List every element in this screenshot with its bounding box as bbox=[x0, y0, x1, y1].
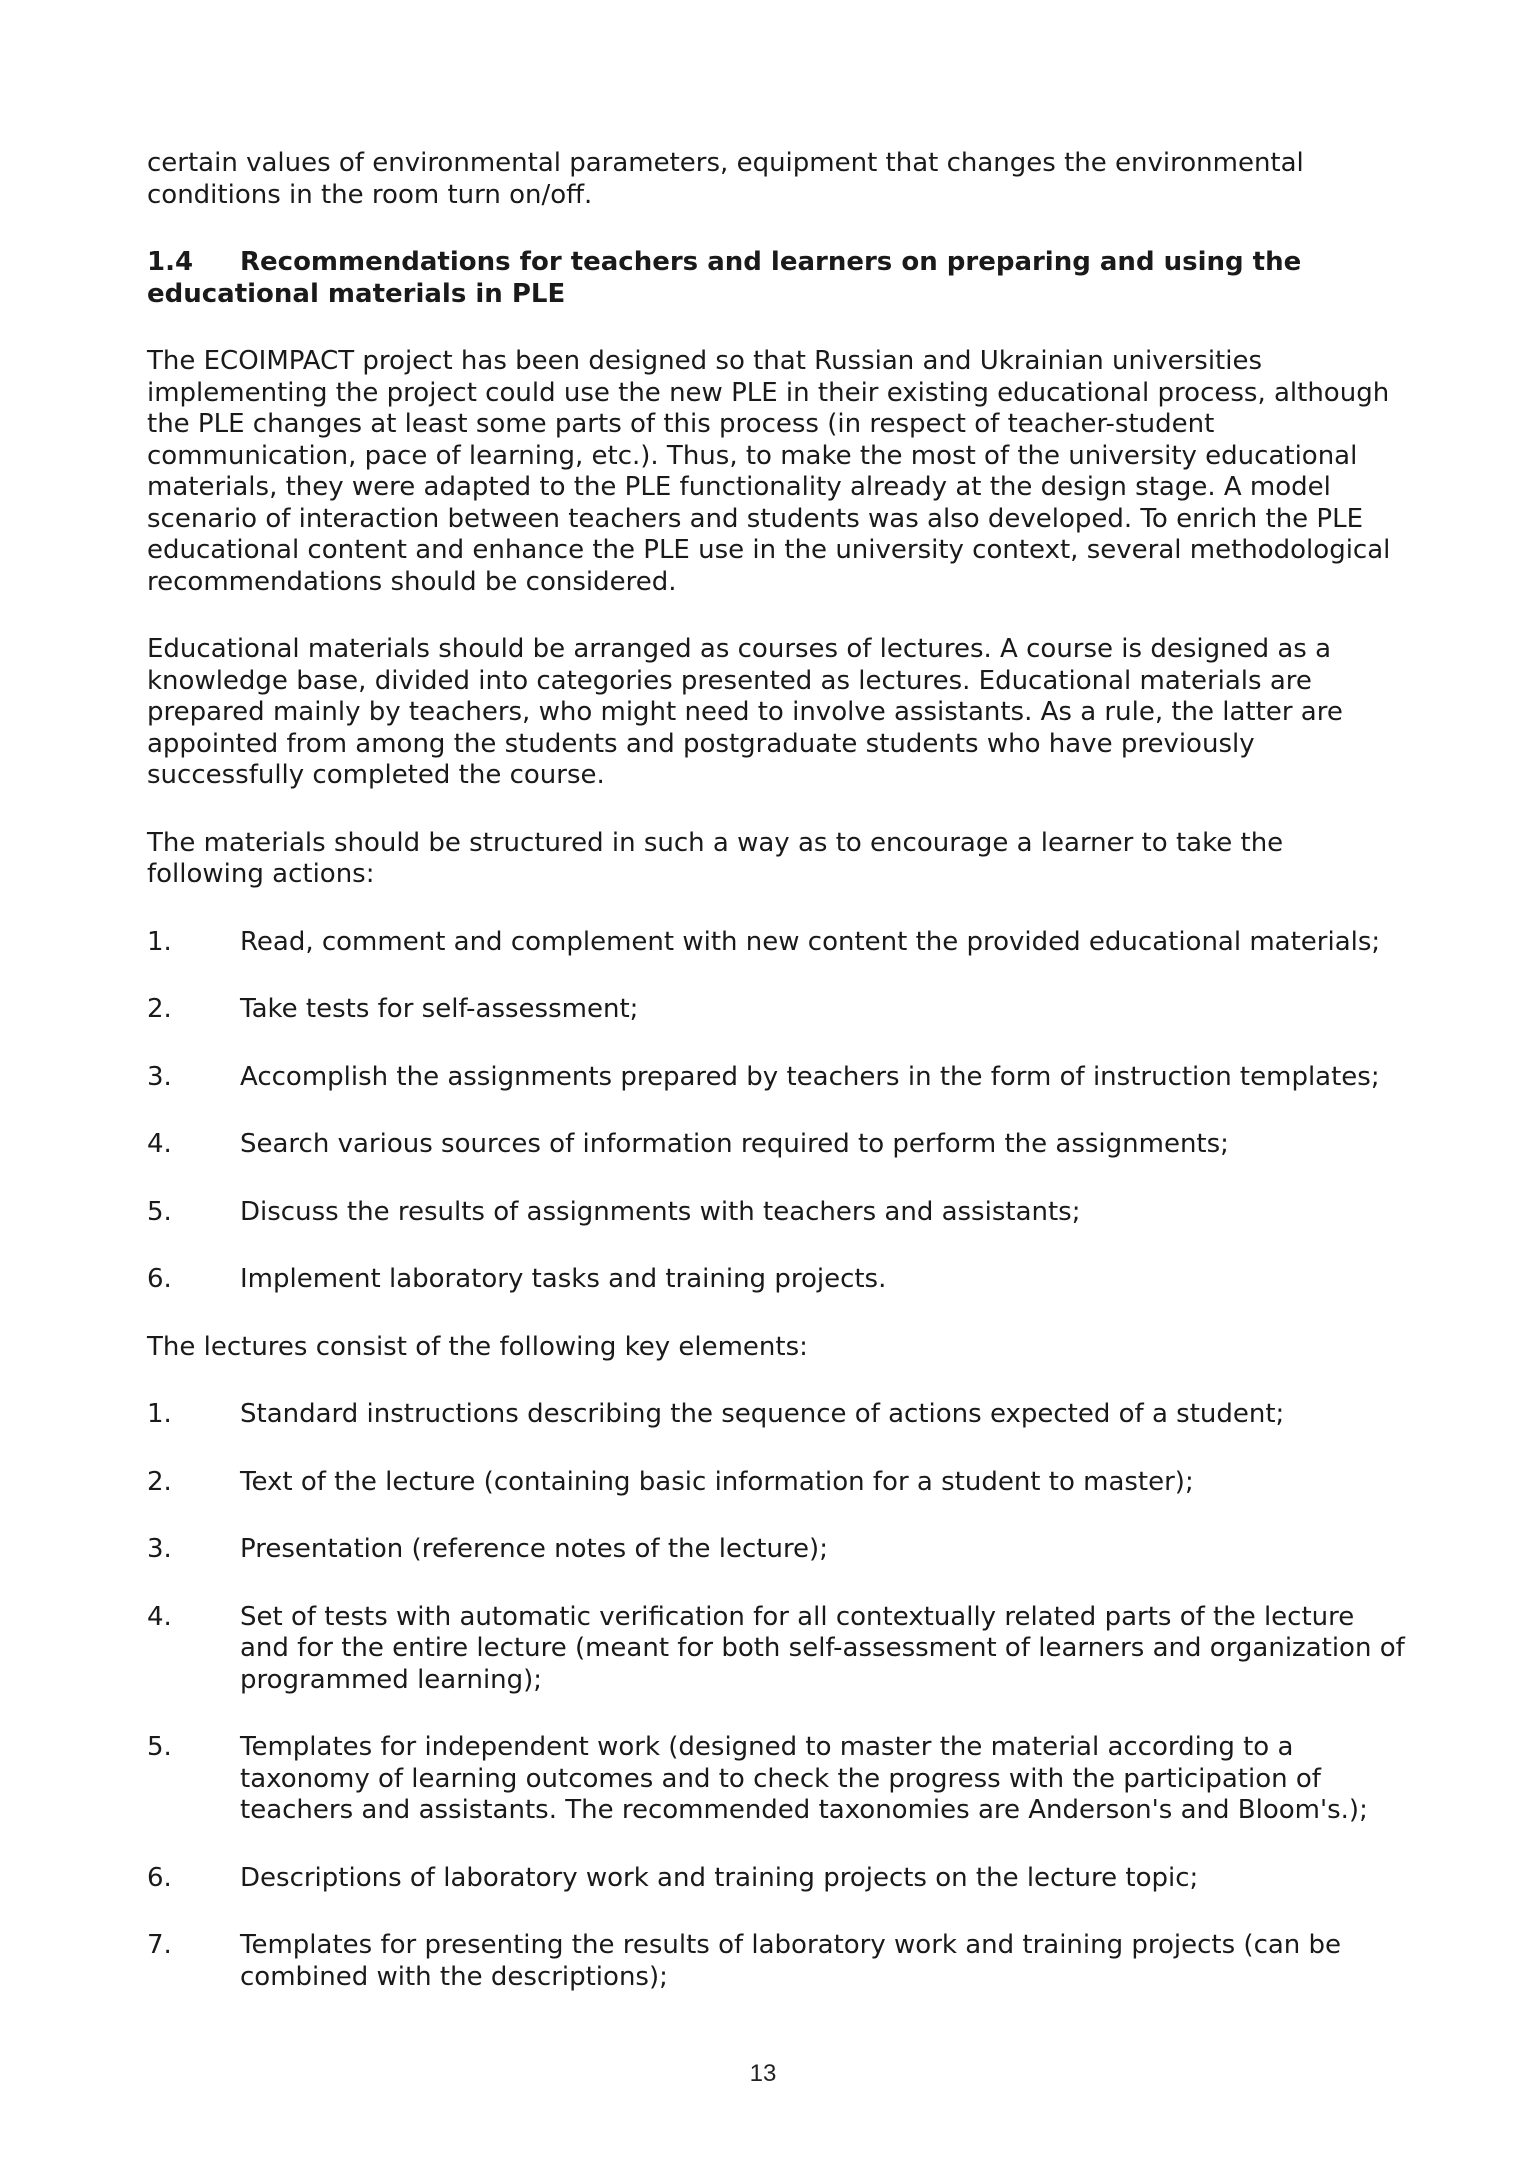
list-item bbox=[147, 927, 1407, 959]
list-item-number: 5. bbox=[147, 1732, 172, 1762]
list-item bbox=[147, 1602, 1407, 1697]
list-item bbox=[147, 1264, 1407, 1296]
list-item-text: Accomplish the assignments prepared by teachers in the form of instruction templates; bbox=[240, 1061, 1380, 1092]
list-item-text: Search various sources of information required to perform the assignments; bbox=[240, 1129, 1229, 1159]
paragraph-actions-intro: The materials should be structured in such a way as to encourage a learner to take the following actions: bbox=[147, 827, 1284, 889]
list-item bbox=[147, 1129, 1407, 1161]
list-item-text: Discuss the results of assignments with teachers and assistants; bbox=[240, 1196, 1081, 1227]
section-number: 1.4 bbox=[147, 247, 194, 277]
list-item bbox=[147, 1467, 1407, 1499]
list-item-number: 6. bbox=[147, 1264, 172, 1294]
list-item bbox=[147, 1930, 1407, 1993]
document-page bbox=[147, 148, 1407, 2029]
list-item-text: Standard instructions describing the sequence of actions expected of a student; bbox=[240, 1399, 1285, 1429]
list-item-number: 1. bbox=[147, 1399, 172, 1429]
paragraph-ecoimpact: The ECOIMPACT project has been designed so that Russian and Ukrainian universities implementing the project could use the new PLE in their existing educational process, although the PLE changes at least some parts of this process (in respect of teacher-student communication, pace of learning, etc.). Thus, to make the most of the university educational materials, they were adapted to the PLE functionality already at the design stage. A model scenario of interaction between teachers and students was also developed. To enrich the PLE educational content and enhance the PLE use in the university context, several methodological recommendations should be considered. bbox=[147, 346, 1391, 597]
list-item-text: Presentation (reference notes of the lecture); bbox=[240, 1534, 828, 1564]
list-item bbox=[147, 1062, 1407, 1094]
list-item-text: Text of the lecture (containing basic information for a student to master); bbox=[240, 1466, 1194, 1497]
list-item bbox=[147, 1534, 1407, 1566]
list-item bbox=[147, 994, 1407, 1026]
continuation-paragraph: certain values of environmental parameters, equipment that changes the environmental conditions in the room turn on/off. bbox=[147, 148, 1304, 210]
section-title: Recommendations for teachers and learners on preparing and using the educational materials in PLE bbox=[147, 247, 1302, 309]
list-item bbox=[147, 1863, 1407, 1895]
page-number: 13 bbox=[749, 2060, 777, 2087]
list-item-text: Descriptions of laboratory work and training projects on the lecture topic; bbox=[240, 1862, 1199, 1893]
list-item-text: Set of tests with automatic verification for all contextually related parts of the lecture and for the entire lecture (meant for both self-assessment of learners and organization of programmed learning); bbox=[240, 1601, 1405, 1695]
list-item-text: Take tests for self-assessment; bbox=[240, 994, 639, 1024]
paragraph-lectures-intro: The lectures consist of the following key elements: bbox=[147, 1331, 808, 1362]
lecture-elements-list bbox=[147, 1399, 1407, 1993]
list-item-number: 3. bbox=[147, 1534, 172, 1564]
section-heading bbox=[147, 247, 1407, 310]
paragraph-educational-materials: Educational materials should be arranged as courses of lectures. A course is designed as a knowledge base, divided into categories presented as lectures. Educational materials are prepared mainly by teachers, who might need to involve assistants. As a rule, the latter are appointed from among the students and postgraduate students who have previously successfully completed the course. bbox=[147, 634, 1343, 790]
list-item-number: 1. bbox=[147, 926, 172, 957]
list-item-number: 6. bbox=[147, 1862, 172, 1893]
list-item-text: Implement laboratory tasks and training projects. bbox=[240, 1264, 887, 1294]
actions-list bbox=[147, 927, 1407, 1296]
list-item bbox=[147, 1399, 1407, 1431]
list-item-number: 2. bbox=[147, 994, 172, 1024]
list-item-number: 4. bbox=[147, 1129, 172, 1159]
list-item bbox=[147, 1197, 1407, 1229]
list-item-text: Templates for independent work (designed to master the material according to a taxonomy of learning outcomes and to check the progress with the participation of teachers and assistants. The recommended taxonomies are Anderson's and Bloom's.); bbox=[240, 1732, 1368, 1825]
list-item-number: 4. bbox=[147, 1601, 172, 1632]
list-item-number: 5. bbox=[147, 1196, 172, 1227]
list-item-number: 2. bbox=[147, 1466, 172, 1497]
list-item-number: 3. bbox=[147, 1061, 172, 1092]
list-item-number: 7. bbox=[147, 1930, 172, 1960]
list-item-text: Read, comment and complement with new content the provided educational materials; bbox=[240, 926, 1381, 957]
list-item bbox=[147, 1732, 1407, 1827]
list-item-text: Templates for presenting the results of laboratory work and training projects (can be combined with the descriptions); bbox=[240, 1930, 1342, 1992]
